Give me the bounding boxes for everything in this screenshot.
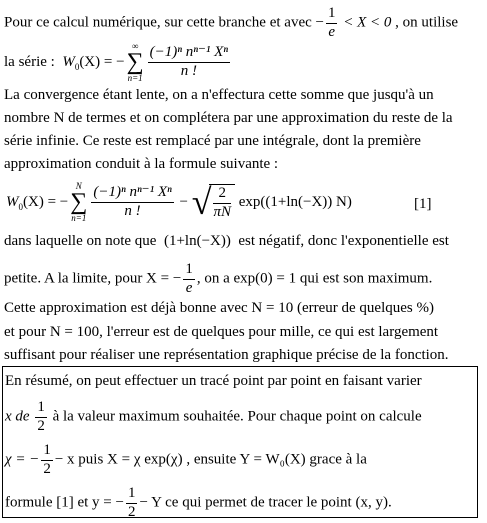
para2-line-3: série infinie. Ce reste est remplacé par une intégrale, dont la première: [4, 133, 421, 149]
fraction-denominator: e: [185, 279, 193, 296]
para2-line-2: nombre N de termes et on complétera par une approximation du reste de la: [4, 110, 453, 126]
fraction-denominator: 2: [43, 460, 51, 477]
condition-fraction: [326, 6, 338, 41]
sqrt-fraction: [213, 186, 231, 221]
para4-line-2: et pour N = 100, l'erreur est de quelques pour mille, ce qui est largement: [4, 324, 439, 340]
summary-steps: − x puis X = χ exp(χ) , ensuite Y = W₀(X) grace à la: [54, 451, 367, 468]
limit-fraction: [183, 262, 195, 297]
para3-limit-text: petite. A la limite, pour X = −: [4, 270, 182, 287]
summary-end-text: − Y ce qui permet de tracer le point (x, y).: [139, 494, 392, 511]
series-fraction: [148, 45, 230, 80]
para4-line-1: Cette approximation est déjà bonne avec N = 10 (erreur de quelques %): [4, 300, 434, 316]
summary-fraction-1: [35, 400, 47, 435]
fraction-numerator: 1: [126, 486, 138, 504]
sqrt-numerator: 2: [213, 186, 231, 204]
summary-line-2: [5, 400, 422, 435]
para3-text: dans laquelle on note que: [4, 233, 157, 249]
formula-sum-lower: n=1: [71, 212, 87, 223]
fraction-denominator: 2: [37, 417, 45, 434]
para4-line-3: suffisant pour réaliser une représentation graphique précise de la fonction.: [4, 347, 449, 363]
summary-line-4: [5, 486, 392, 521]
fraction-numerator: 1: [326, 6, 338, 24]
sqrt-term: √ $\frac{2}{\pi N}$: [192, 184, 235, 221]
summary-x-text: x de: [5, 408, 30, 425]
intro-line-1: [4, 6, 458, 41]
summary-fraction-2: [41, 443, 53, 478]
intro-text: Pour ce calcul numérique, sur cette branche et avec: [4, 14, 312, 31]
condition-minus: −: [315, 14, 324, 31]
para3-limit-text-end: , on a exp(0) = 1 qui est son maximum.: [196, 270, 433, 287]
fraction-numerator: 1: [41, 443, 53, 461]
summary-chi: χ = −: [5, 451, 40, 468]
intro-text-end: , on utilise: [395, 14, 459, 31]
para2-line-4: approximation conduit à la formule suivante :: [4, 156, 279, 172]
sum-lower: n=1: [127, 72, 143, 83]
condition-inequality: < X < 0: [343, 14, 392, 31]
fraction-numerator: 1: [35, 400, 47, 418]
series-arg: (X) = −: [79, 53, 125, 70]
series-line: [4, 42, 232, 83]
series-denominator: n !: [180, 62, 197, 79]
lambert-w: W: [62, 53, 75, 70]
formula-denominator: n !: [124, 202, 141, 219]
para3-text-end: est négatif, donc l'exponentielle est: [238, 233, 449, 249]
fraction-denominator: e: [328, 23, 336, 40]
para2-line-1: La convergence étant lente, on a n'effectura cette somme que jusqu'à un: [4, 87, 434, 103]
formula-w: W: [6, 193, 19, 210]
para3-expression: (1+ln(−X)): [163, 233, 231, 249]
summary-fraction-3: [126, 486, 138, 521]
formula-tag: [1]: [414, 196, 432, 212]
formula-exp: exp((1+ln(−X)) N): [238, 193, 352, 210]
para3-line-2: [4, 262, 432, 297]
formula-numerator: (−1)ⁿ nⁿ⁻¹ Xⁿ: [91, 185, 173, 203]
summary-line-3: [5, 443, 367, 478]
fraction-numerator: 1: [183, 262, 195, 280]
formula-arg: (X) = −: [23, 193, 69, 210]
sum-symbol: ∞ ∑ n=1: [126, 41, 144, 83]
series-label: la série :: [4, 53, 55, 70]
sum-upper: ∞: [131, 41, 139, 51]
sqrt-denominator: πN: [213, 203, 231, 220]
summary-formula-text: formule [1] et y = −: [5, 494, 124, 511]
series-numerator: (−1)ⁿ nⁿ⁻¹ Xⁿ: [148, 45, 230, 63]
formula-sum-symbol: N ∑ n=1: [70, 181, 88, 223]
fraction-denominator: 2: [127, 503, 136, 520]
summary-line-1: En résumé, on peut effectuer un tracé point par point en faisant varier: [5, 373, 422, 389]
formula-w-subscript: 0: [18, 201, 23, 212]
formula-1: [6, 182, 352, 223]
para3-line-1: [4, 234, 449, 249]
w-subscript: 0: [74, 61, 80, 72]
formula-fraction: [91, 185, 173, 220]
summary-text: à la valeur maximum souhaitée. Pour chaque point on calcule: [52, 408, 422, 425]
formula-minus: −: [179, 193, 188, 210]
formula-sum-upper: N: [75, 181, 82, 191]
